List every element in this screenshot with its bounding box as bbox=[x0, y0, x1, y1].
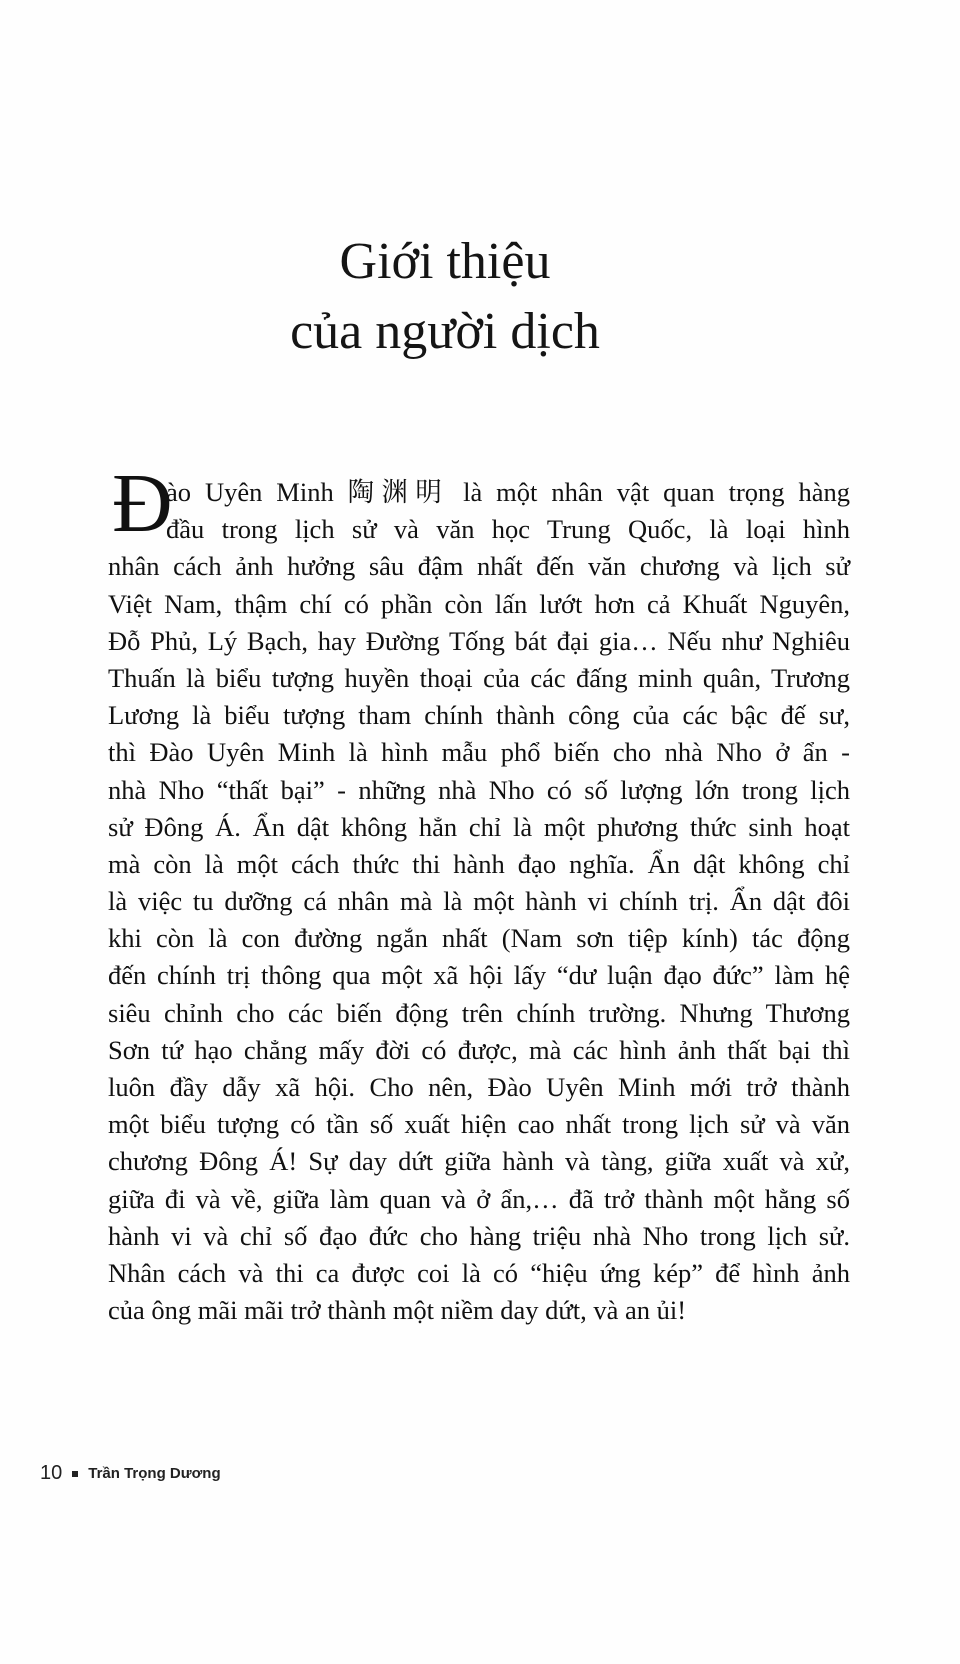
paragraph-line: Thuấn là biểu tượng huyền thoại của các đấng minh quân, Trương bbox=[108, 662, 850, 693]
paragraph-line: luôn đầy dẫy xã hội. Cho nên, Đào Uyên Minh mới trở thành bbox=[108, 1072, 850, 1102]
paragraph-line: Lương là biểu tượng tham chính thành công của các bậc đế sư, bbox=[108, 700, 850, 731]
paragraph-line: giữa đi và về, giữa làm quan và ở ẩn,… đã trở thành một hằng số bbox=[108, 1183, 850, 1214]
paragraph-line: khi còn là con đường ngắn nhất (Nam sơn tiệp kính) tác động bbox=[108, 923, 850, 954]
paragraph-line: chương Đông Á! Sự day dứt giữa hành và tàng, giữa xuất và xử, bbox=[108, 1146, 850, 1177]
paragraph-line: của ông mãi mãi trở thành một niềm day dứt, và an ủi! bbox=[108, 1295, 687, 1326]
paragraph-line: một biểu tượng có tần số xuất hiện cao nhất trong lịch sử và văn bbox=[108, 1109, 850, 1140]
paragraph-line: Đỗ Phủ, Lý Bạch, hay Đường Tống bát đại gia… Nếu như Nghiêu bbox=[108, 625, 850, 656]
paragraph-line: nhà Nho “thất bại” - những nhà Nho có số lượng lớn trong lịch bbox=[108, 774, 850, 805]
bullet-icon bbox=[72, 1471, 78, 1477]
paragraph-line: Việt Nam, thậm chí có phần còn lấn lướt hơn cả Khuất Nguyên, bbox=[108, 588, 850, 619]
chapter-title-line-1: Giới thiệu bbox=[339, 233, 551, 290]
running-head-author: Trần Trọng Dương bbox=[88, 1465, 221, 1482]
paragraph-line: Sơn tứ hạo chẳng mấy đời có được, mà các hình ảnh thất bại thì bbox=[108, 1034, 850, 1065]
paragraph-line: sử Đông Á. Ẩn dật không hẳn chỉ là một phương thức sinh hoạt bbox=[108, 811, 850, 842]
paragraph-line: đến chính trị thông qua một xã hội lấy “dư luận đạo đức” làm hệ bbox=[108, 960, 850, 991]
body-paragraph bbox=[108, 474, 850, 1329]
paragraph-line: là việc tu dưỡng cá nhân mà là một hành vi chính trị. Ẩn dật đôi bbox=[108, 886, 850, 917]
paragraph-line: ào Uyên Minh 陶渊明 là một nhân vật quan trọng hàng bbox=[166, 477, 850, 507]
paragraph-line: nhân cách ảnh hưởng sâu đậm nhất đến văn chương và lịch sử bbox=[108, 551, 850, 582]
paragraph-line: thì Đào Uyên Minh là hình mẫu phổ biến cho nhà Nho ở ẩn - bbox=[108, 737, 850, 768]
paragraph-line: hành vi và chỉ số đạo đức cho hàng triệu nhà Nho trong lịch sử. bbox=[108, 1220, 850, 1251]
paragraph-line: mà còn là một cách thức thi hành đạo nghĩa. Ẩn dật không chỉ bbox=[108, 848, 850, 879]
page-footer bbox=[40, 1462, 221, 1485]
paragraph-line: siêu chỉnh cho các biến động trên chính trường. Nhưng Thương bbox=[108, 997, 850, 1028]
paragraph-line: Nhân cách và thi ca được coi là có “hiệu ứng kép” để hình ảnh bbox=[108, 1257, 850, 1288]
paragraph-line: đầu trong lịch sử và văn học Trung Quốc, là loại hình bbox=[166, 514, 850, 545]
drop-cap: Đ bbox=[112, 457, 173, 550]
page-number: 10 bbox=[40, 1462, 63, 1484]
chapter-title-line-2: của người dịch bbox=[290, 303, 600, 360]
